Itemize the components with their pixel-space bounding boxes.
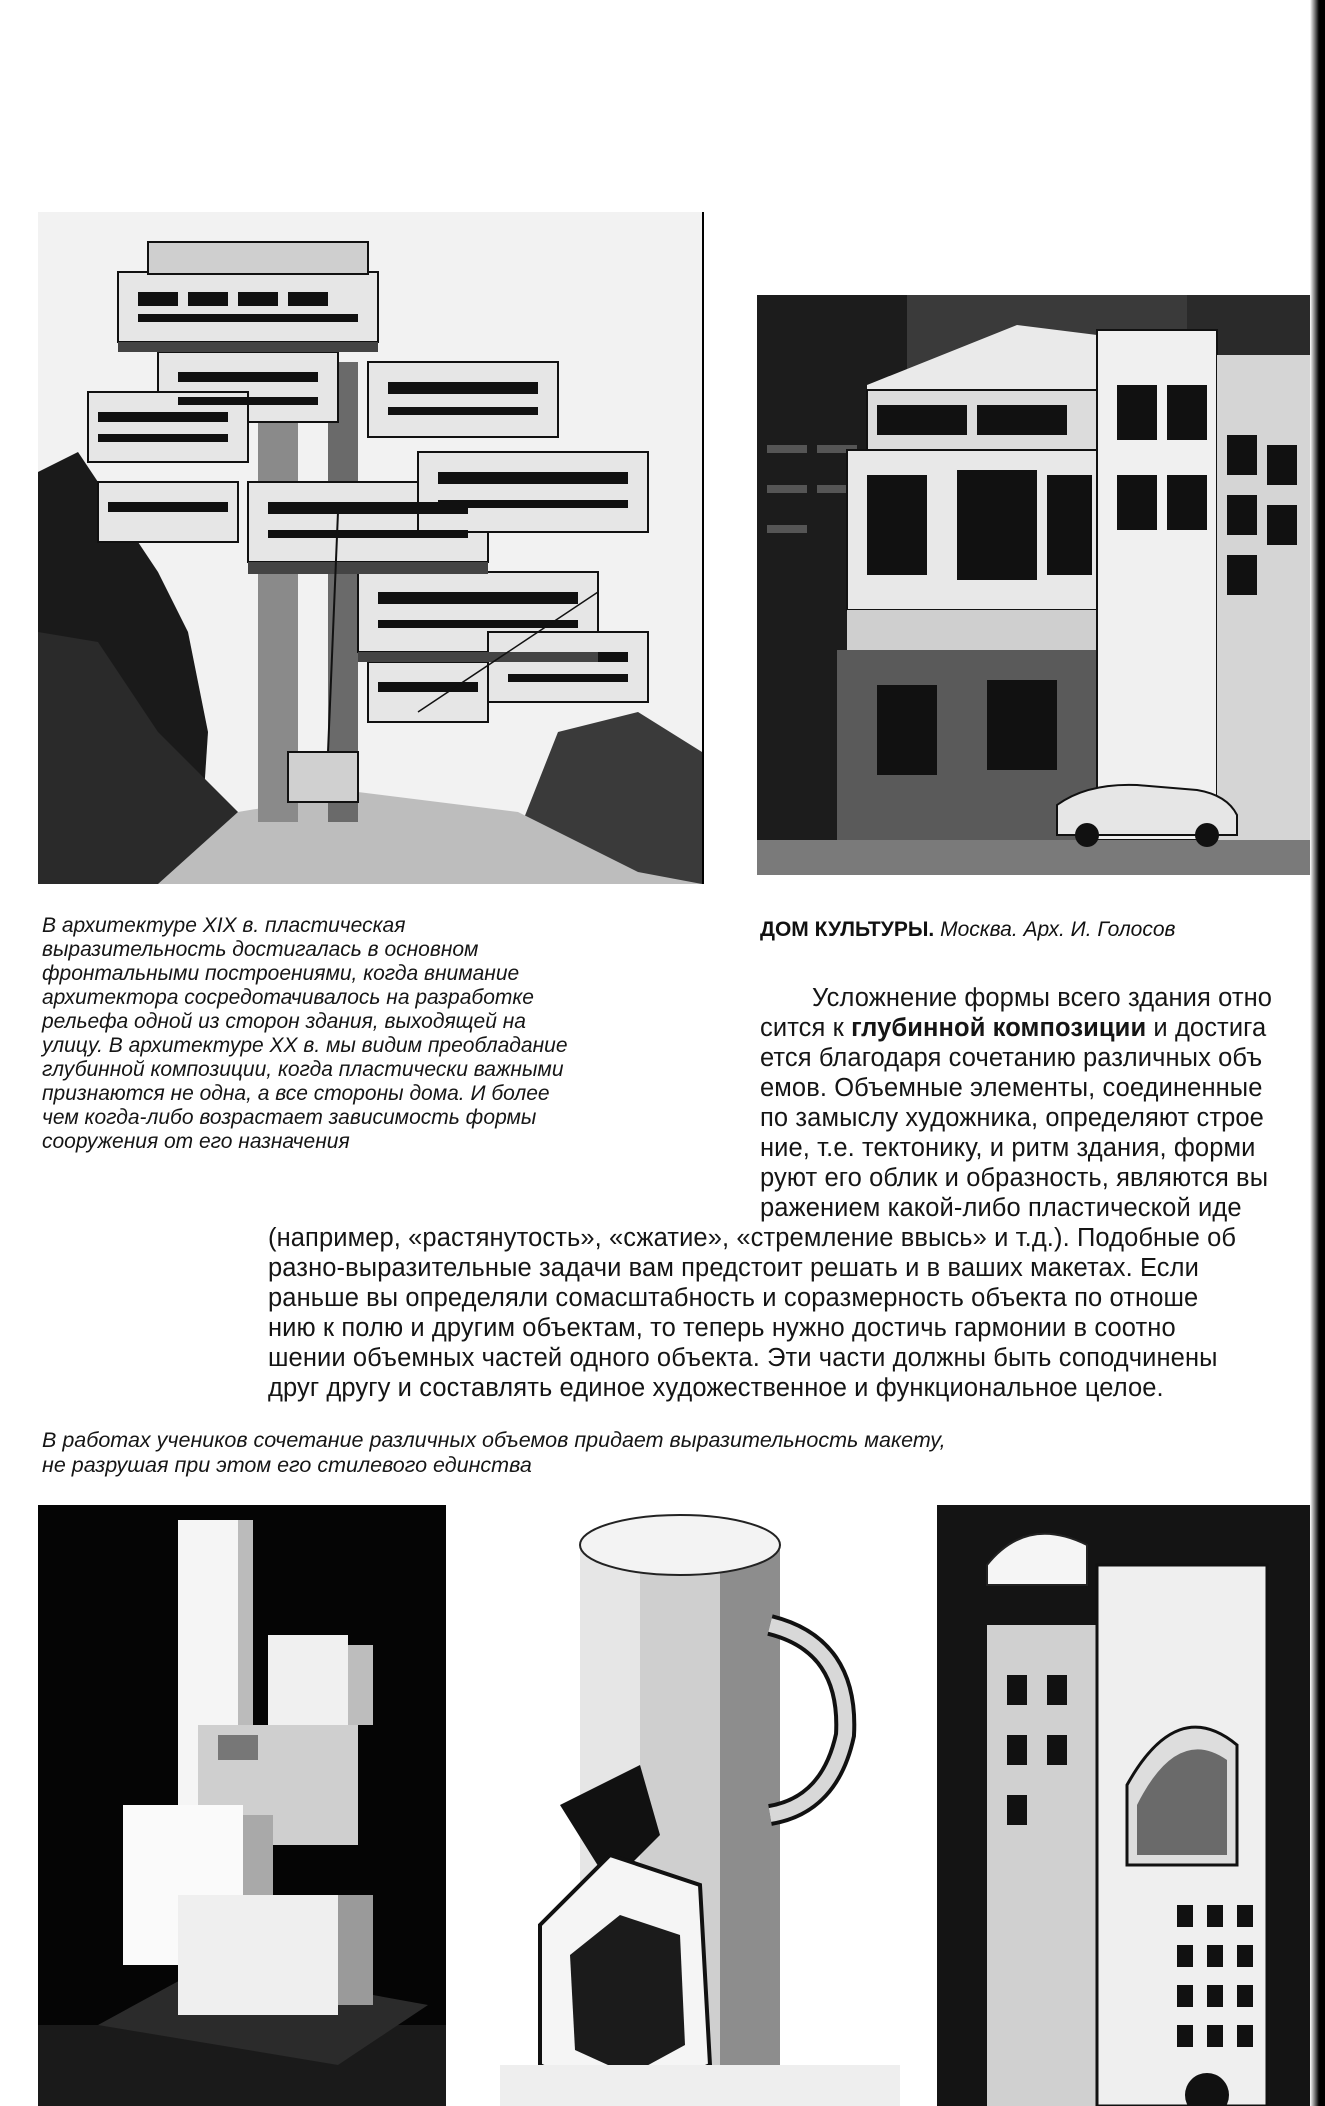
body-line: нию к полю и другим объектам, то теперь нужно достичь гармонии в соотно [268,1314,1176,1342]
caption-left-line: улицу. В архитектуре XX в. мы видим преобладание [42,1034,568,1057]
body-line: раньше вы определяли сомасштабность и соразмерность объекта по отноше [268,1284,1199,1312]
caption-right [760,918,1176,942]
caption-left-line: глубинной композиции, когда пластически важными [42,1058,564,1081]
body-line: руют его облик и образность, являются вы [760,1164,1269,1192]
caption-left-line: В архитектуре XIX в. пластическая [42,914,406,937]
caption-left-line: архитектора сосредотачивалось на разработке [42,986,534,1009]
page-edge-shadow [1310,0,1325,2106]
body-line: шении объемных частей одного объекта. Эти части должны быть соподчинены [268,1344,1218,1372]
body-line: сится к глубинной композиции и достига [760,1014,1267,1042]
caption-left-line: рельефа одной из сторон здания, выходящей на [42,1010,526,1033]
caption-left-line: признаются не одна, а все стороны дома. И более [42,1082,550,1105]
body-line: ется благодаря сочетанию различных объ [760,1044,1263,1072]
body-line: ние, т.е. тектонику, и ритм здания, форми [760,1134,1256,1162]
body-line: (например, «растянутость», «сжатие», «стремление ввысь» и т.д.). Подобные об [268,1224,1237,1252]
photo-student-model-2 [500,1505,900,2106]
caption-bottom [42,1428,946,1478]
caption-left [42,914,568,1154]
caption-right-title: ДОМ КУЛЬТУРЫ. [760,918,935,941]
body-line: ражением какой-либо пластической иде [760,1194,1242,1222]
caption-left-line: выразительность достигалась в основном [42,938,479,961]
body-line: емов. Объемные элементы, соединенные [760,1074,1263,1102]
term-deep-composition: глубинной композиции [851,1014,1147,1042]
caption-bottom-line: не разрушая при этом его стилевого единства [42,1453,532,1477]
body-line: по замыслу художника, определяют строе [760,1104,1264,1132]
photo-house-of-culture [757,295,1310,875]
caption-bottom-line: В работах учеников сочетание различных объемов придает выразительность макету, [42,1428,946,1452]
caption-right-credit: Москва. Арх. И. Голосов [940,918,1176,941]
photo-brutalist-building [38,212,704,884]
photo-student-model-1 [38,1505,446,2106]
photo-student-model-3 [937,1505,1310,2106]
body-line: разно-выразительные задачи вам предстоит решать и в ваших макетах. Если [268,1254,1199,1282]
caption-left-line: сооружения от его назначения [42,1130,350,1153]
body-line: друг другу и составлять единое художественное и функциональное целое. [268,1374,1164,1402]
caption-left-line: чем когда-либо возрастает зависимость формы [42,1106,537,1129]
caption-left-line: фронтальными построениями, когда внимание [42,962,520,985]
body-line: Усложнение формы всего здания отно [812,984,1273,1012]
